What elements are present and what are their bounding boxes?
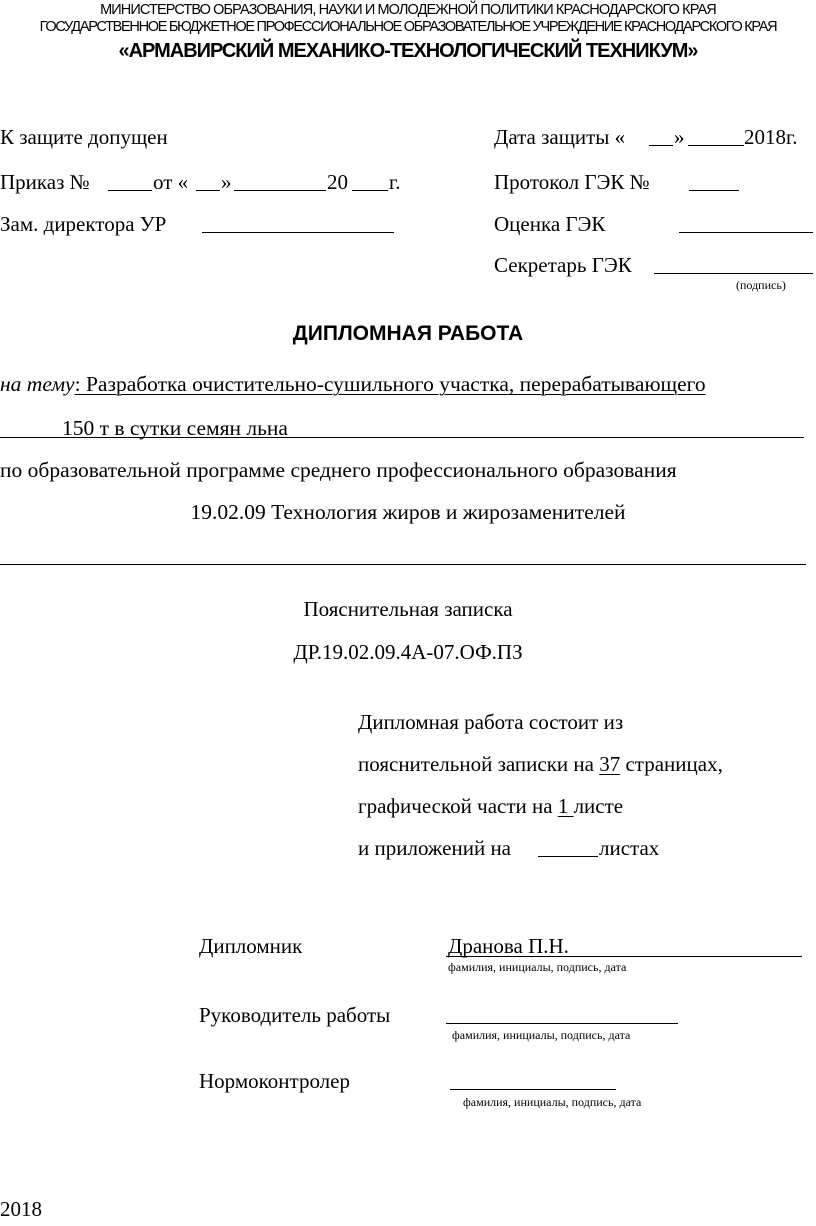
order-day-blank: [196, 190, 220, 191]
order-year-suffix: г.: [389, 170, 401, 194]
secretary-label: Секретарь ГЭК: [494, 253, 632, 277]
defense-day-blank: [649, 145, 673, 146]
composition-line-2-prefix: пояснительной записки на: [358, 752, 600, 776]
composition-line-3: [358, 794, 623, 819]
topic-underline: [0, 437, 804, 438]
composition-line-2-suffix: страницах,: [620, 752, 723, 776]
topic-colon: :: [74, 372, 81, 396]
signature-role: Нормоконтролер: [199, 1069, 350, 1093]
defense-date-quote-close: »: [674, 125, 685, 149]
signature-hint: фамилия, инициалы, подпись, дата: [448, 960, 627, 974]
page-count: 37: [599, 752, 621, 776]
program-line-1: по образовательной программе среднего профессионального образования: [0, 458, 677, 482]
topic-line-1: [0, 372, 706, 397]
grade-label: Оценка ГЭК: [494, 212, 606, 236]
deputy-director: Зам. директора УР: [0, 212, 167, 236]
signature-line: [446, 1023, 678, 1024]
composition-line-4-prefix: и приложений на: [358, 836, 511, 860]
order-number-blank: [108, 190, 152, 191]
composition-line-1: Дипломная работа состоит из: [358, 710, 624, 734]
order-month-blank: [234, 190, 326, 191]
order-prefix: Приказ №: [0, 170, 90, 194]
order-from: от «: [153, 170, 189, 194]
signature-line: [446, 956, 802, 957]
secretary-signature-hint: (подпись): [736, 278, 786, 292]
defense-month-blank: [688, 145, 744, 146]
program-line-2: 19.02.09 Технология жиров и жирозаменителей: [190, 500, 626, 524]
sheet-count: 1: [557, 794, 574, 818]
order-quote-close: »: [221, 170, 232, 194]
program-underline: [0, 564, 806, 565]
signature-hint: фамилия, инициалы, подпись, дата: [452, 1028, 631, 1042]
deputy-signature-blank: [202, 232, 394, 233]
order-year: 20: [327, 170, 348, 194]
signature-hint: фамилия, инициалы, подпись, дата: [463, 1095, 642, 1109]
signature-line: [450, 1089, 616, 1090]
note-label: Пояснительная записка: [303, 597, 513, 621]
ministry-header: МИНИСТЕРСТВО ОБРАЗОВАНИЯ, НАУКИ И МОЛОДЕЖНОЙ ПОЛИТИКИ КРАСНОДАРСКОГО КРАЯ: [100, 2, 716, 18]
note-code: ДР.19.02.09.4А-07.ОФ.ПЗ: [293, 640, 523, 664]
defense-date-year: 2018г.: [744, 125, 798, 149]
protocol-number-blank: [689, 190, 739, 191]
secretary-signature-blank: [654, 273, 813, 274]
document-title: ДИПЛОМНАЯ РАБОТА: [292, 322, 524, 345]
admission-allowed: К защите допущен: [0, 125, 168, 149]
signature-role: Руководитель работы: [199, 1003, 391, 1027]
document-year: 2018: [0, 1197, 42, 1221]
topic-prefix: на тему: [0, 372, 75, 396]
composition-line-3-prefix: графической части на: [358, 794, 558, 818]
topic-text-1: Разработка очистительно-сушильного участка, перерабатывающего: [80, 372, 706, 396]
composition-line-4-suffix: листах: [599, 836, 660, 860]
topic-text-2: 150 т в сутки семян льна: [62, 416, 288, 440]
defense-date-prefix: Дата защиты «: [494, 125, 626, 149]
order-year-blank: [352, 190, 388, 191]
institution-type-header: ГОСУДАРСТВЕННОЕ БЮДЖЕТНОЕ ПРОФЕССИОНАЛЬНОЕ ОБРАЗОВАТЕЛЬНОЕ УЧРЕЖДЕНИЕ КРАСНОДАРСКОГО КРАЯ: [39, 19, 777, 35]
grade-blank: [679, 232, 813, 233]
composition-line-2: [358, 752, 723, 777]
institution-name-header: «АРМАВИРСКИЙ МЕХАНИКО-ТЕХНОЛОГИЧЕСКИЙ ТЕХНИКУМ»: [118, 40, 698, 62]
composition-line-3-suffix: листе: [573, 794, 624, 818]
signature-value: Дранова П.Н.: [448, 934, 569, 958]
appendix-sheets-blank: [538, 856, 598, 857]
protocol-label: Протокол ГЭК №: [494, 170, 650, 194]
signature-role: Дипломник: [199, 934, 303, 958]
